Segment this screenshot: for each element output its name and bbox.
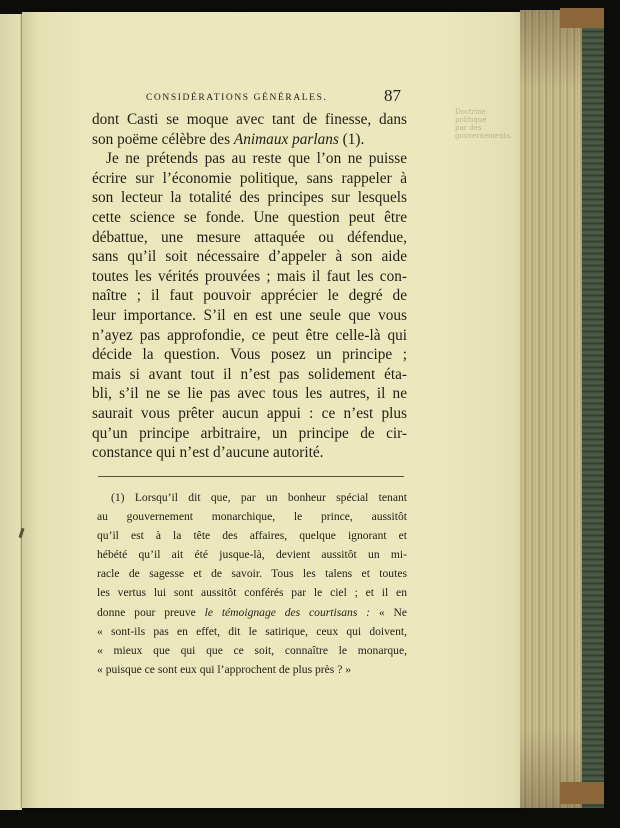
text-line: constance qui n’est d’aucune autorité. — [92, 444, 324, 462]
ghost-line: gouvernements. — [455, 132, 513, 140]
footnote-line: « sont-ils pas en effet, dit le satirique, ceux qui doivent, — [97, 624, 407, 638]
text-line: n’ayez pas approfondie, ce peut être celle-là qui — [92, 326, 407, 344]
cover-corner-bottom — [560, 782, 604, 804]
text-fragment: son poëme célèbre des — [92, 130, 234, 148]
text-line: saurait vous prêter aucun appui : ce n’est plus — [92, 404, 407, 422]
book-cover-spine — [582, 8, 604, 808]
footnote-line: « puisque ce sont eux qui l’approchent de plus près ? » — [97, 662, 352, 676]
text-line: décide la question. Vous posez un principe ; — [92, 346, 407, 364]
footnote-line: au gouvernement monarchique, le prince, aussitôt — [97, 510, 407, 524]
text-line: sans qu’il soit nécessaire d’appeler à son aide — [92, 248, 407, 266]
footnote-line: « mieux que qui que ce soit, connaître le monarque, — [97, 643, 407, 657]
footnote-line: qu’il est à la tête des affaires, quelque ignorant et — [97, 529, 407, 543]
main-text — [92, 110, 407, 463]
cover-corner-top — [560, 8, 604, 28]
footnote-line: (1) Lorsqu’il dit que, par un bonheur spécial tenant — [111, 491, 407, 504]
ghost-line: politique — [455, 116, 487, 124]
text-line: mais si avant tout il n’est pas solidement éta- — [92, 365, 407, 383]
page-edges — [520, 10, 582, 808]
text-line: Je ne prétends pas au reste que l’on ne puisse — [106, 150, 407, 168]
italic-phrase: le témoignage des courtisans : — [204, 605, 371, 619]
footnote-line: hébété qu’il ait été jusque-là, devient aussitôt un mi- — [97, 548, 407, 562]
text-line: leur importance. S’il en est une seule que vous — [92, 306, 407, 324]
show-through-marginalia — [455, 108, 515, 140]
text-line: écrire sur l’économie politique, sans rappeler à — [92, 169, 407, 187]
page-number: 87 — [384, 86, 401, 105]
footnote-line: les vertus lui sont aussitôt conférés par le ciel ; et il en — [97, 586, 407, 600]
footnote-ref: (1). — [338, 130, 365, 148]
text-line: dont Casti se moque avec tant de finesse, dans — [92, 111, 407, 128]
footnote — [97, 488, 407, 679]
text-line — [92, 130, 407, 150]
text-line: cette science se fonde. Une question peut être — [92, 208, 407, 226]
text-line: bli, s’il ne se lie pas avec tous les autres, il ne — [92, 385, 407, 403]
text-line: débattue, une mesure attaquée ou défendue, — [92, 228, 407, 246]
footnote-rule — [98, 476, 404, 477]
text-line: naître ; il faut pouvoir apprécier le degré de — [92, 287, 407, 305]
text-fragment: donne pour preuve — [97, 605, 205, 619]
text-fragment: « Ne — [370, 605, 408, 619]
facing-page-edge — [0, 14, 22, 810]
page-header — [146, 88, 406, 110]
footnote-line — [97, 603, 407, 622]
text-line: toutes les vérités prouvées ; mais il faut les con- — [92, 267, 407, 285]
text-line: son lecteur la totalité des principes sur lesquels — [92, 189, 407, 207]
text-line: qu’un principe arbitraire, un principe de cir- — [92, 424, 407, 442]
italic-title: Animaux parlans — [233, 130, 339, 148]
ghost-line: Doctrine — [455, 108, 486, 116]
ghost-line: par des — [455, 124, 482, 132]
running-title: CONSIDÉRATIONS GÉNÉRALES. — [146, 93, 328, 103]
footnote-line: racle de sagesse et de savoir. Tous les talens et toutes — [97, 567, 407, 581]
